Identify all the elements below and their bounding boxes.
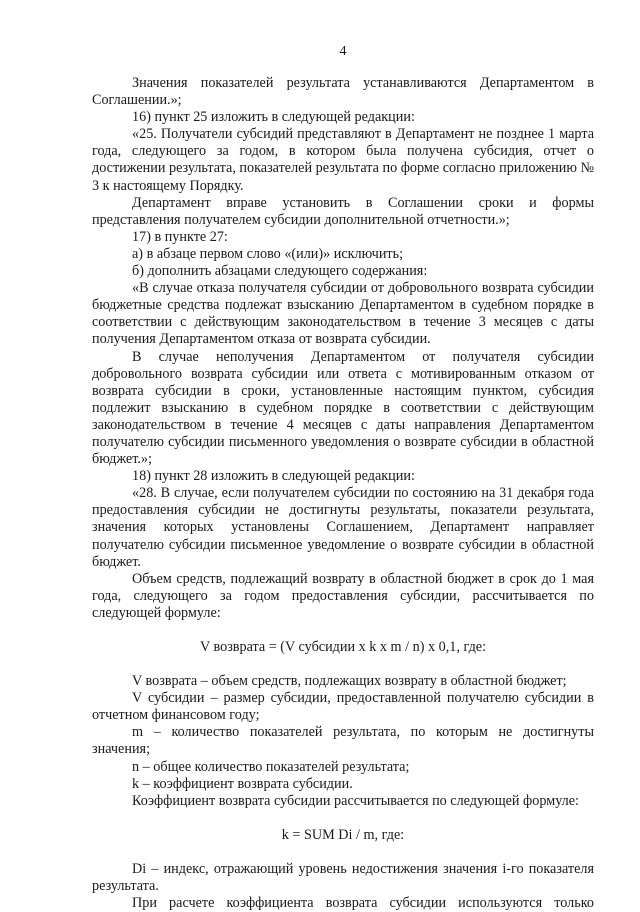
definition-m: m – количество показателей результата, по которым не достигнуты значения; xyxy=(92,724,594,758)
formula-coefficient: k = SUM Di / m, где: xyxy=(281,826,405,843)
paragraph-coefficient-intro: Коэффициент возврата субсидии рассчитывается по следующей формуле: xyxy=(132,792,579,809)
paragraph-clause-25: «25. Получатели субсидий представляют в Департамент не позднее 1 марта года, следующего за годом, в котором была получена субсидия, отчет о достижении результата, показателей результата по форме согласно приложению № 3 к настоящему Порядку. xyxy=(92,126,594,194)
paragraph-non-receipt-case: В случае неполучения Департаментом от получателя субсидии добровольного возврата субсидии или ответа с мотивированным отказом от возврата субсидии в сроки, установленные настоящим пунктом, субсидия подлежит взысканию в судебном порядке в соответствии с действующим законодательством в течение 4 месяцев с даты направления Департаментом получателю субсидии письменного уведомления о возврате субсидии в областной бюджет.»; xyxy=(92,348,594,468)
paragraph-results-values: Значения показателей результата устанавливаются Департаментом в Соглашении.»; xyxy=(92,75,594,109)
paragraph-subitem-b: б) дополнить абзацами следующего содержания: xyxy=(132,263,428,280)
paragraph-additional-reporting: Департамент вправе установить в Соглашении сроки и формы представления получателем субсидии дополнительной отчетности.»; xyxy=(92,194,594,228)
paragraph-item-16: 16) пункт 25 изложить в следующей редакции: xyxy=(132,109,415,126)
paragraph-subitem-a: а) в абзаце первом слово «(или)» исключить; xyxy=(132,245,404,262)
paragraph-item-18: 18) пункт 28 изложить в следующей редакции: xyxy=(132,468,415,485)
definition-v-subsidy: V субсидии – размер субсидии, предоставленной получателю субсидии в отчетном финансовом году; xyxy=(92,690,594,724)
document-body xyxy=(92,75,594,912)
paragraph-calculation-note: При расчете коэффициента возврата субсидии используются только xyxy=(132,895,594,912)
definition-n: n – общее количество показателей результата; xyxy=(132,758,410,775)
paragraph-refusal-case: «В случае отказа получателя субсидии от добровольного возврата субсидии бюджетные средства подлежат взысканию Департаментом в судебном порядке в соответствии с действующим законодательством в течение 3 месяцев с даты получения Департаментом отказа от возврата субсидии. xyxy=(92,280,594,348)
formula-refund-volume: V возврата = (V субсидии х k х m / n) х 0,1, где: xyxy=(199,639,487,655)
page-number: 4 xyxy=(339,44,347,59)
definition-di: Di – индекс, отражающий уровень недостижения значения i-го показателя результата. xyxy=(92,860,594,895)
paragraph-clause-28: «28. В случае, если получателем субсидии по состоянию на 31 декабря года предоставления субсидии не достигнуты результаты, показатели результата, значения которых установлены Соглашением, Департамент направляет получателю субсидии письменное уведомление о возврате субсидии в областной бюджет. xyxy=(92,485,594,570)
definition-v-refund: V возврата – объем средств, подлежащих возврату в областной бюджет; xyxy=(132,673,567,690)
definition-k: k – коэффициент возврата субсидии. xyxy=(132,775,353,792)
paragraph-item-17: 17) в пункте 27: xyxy=(132,228,228,245)
paragraph-refund-volume: Объем средств, подлежащий возврату в областной бюджет в срок до 1 мая года, следующего за годом предоставления субсидии, рассчитывается по следующей формуле: xyxy=(92,570,594,621)
